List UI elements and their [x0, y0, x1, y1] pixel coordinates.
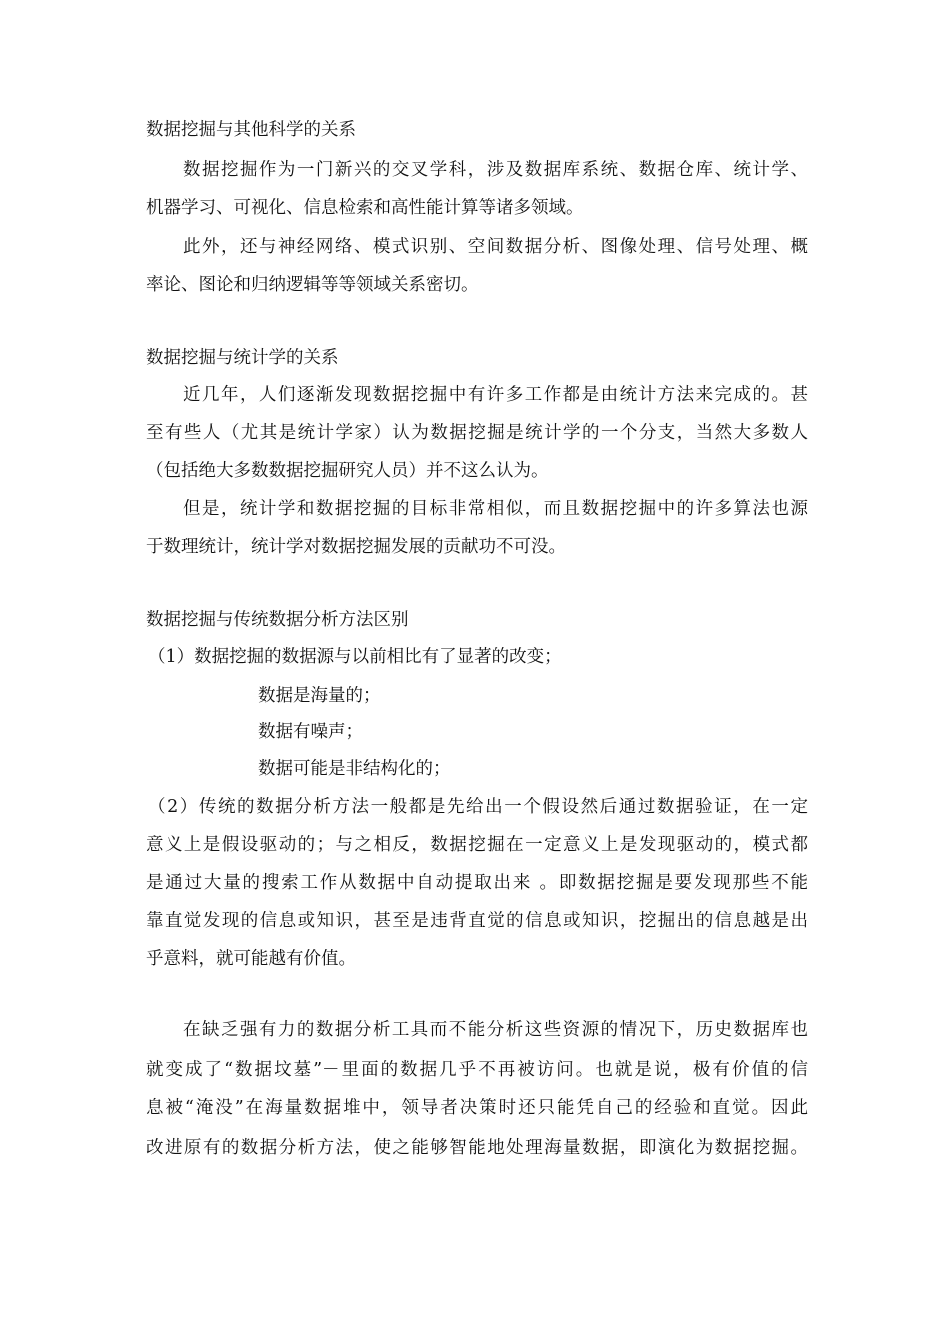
section-heading: 数据挖掘与其他科学的关系	[146, 120, 356, 140]
paragraph-line: 机器学习、可视化、信息检索和高性能计算等诸多领域。	[146, 198, 584, 218]
paragraph-line: 但是，统计学和数据挖掘的目标非常相似，而且数据挖掘中的许多算法也源	[183, 499, 808, 519]
paragraph-line: 意义上是假设驱动的；与之相反，数据挖掘在一定意义上是发现驱动的，模式都	[146, 835, 808, 855]
paragraph-line: 是通过大量的搜索工作从数据中自动提取出来 。即数据挖掘是要发现那些不能	[146, 873, 808, 893]
list-item: 数据可能是非结构化的；	[258, 759, 451, 779]
list-item: 数据是海量的；	[258, 686, 381, 706]
paragraph-line: 乎意料，就可能越有价值。	[146, 949, 356, 969]
paragraph-line: 改进原有的数据分析方法，使之能够智能地处理海量数据，即演化为数据挖掘。	[146, 1138, 808, 1158]
paragraph-line: 率论、图论和归纳逻辑等等领域关系密切。	[146, 275, 479, 295]
section-heading: 数据挖掘与传统数据分析方法区别	[146, 610, 409, 630]
list-point: （1）数据挖掘的数据源与以前相比有了显著的改变；	[148, 647, 562, 667]
paragraph-line: 靠直觉发现的信息或知识，甚至是违背直觉的信息或知识，挖掘出的信息越是出	[146, 911, 808, 931]
section-heading: 数据挖掘与统计学的关系	[146, 348, 339, 368]
paragraph-line: 此外，还与神经网络、模式识别、空间数据分析、图像处理、信号处理、概	[183, 237, 808, 257]
paragraph-line: 就变成了“数据坟墓”－里面的数据几乎不再被访问。也就是说，极有价值的信	[146, 1060, 808, 1080]
paragraph-line: 数据挖掘作为一门新兴的交叉学科，涉及数据库系统、数据仓库、统计学、	[183, 160, 808, 180]
paragraph-line: （包括绝大多数数据挖掘研究人员）并不这么认为。	[146, 461, 549, 481]
paragraph-line: （2）传统的数据分析方法一般都是先给出一个假设然后通过数据验证，在一定	[148, 797, 808, 817]
paragraph-line: 息被“淹没”在海量数据堆中，领导者决策时还只能凭自己的经验和直觉。因此	[146, 1098, 808, 1118]
paragraph-line: 近几年，人们逐渐发现数据挖掘中有许多工作都是由统计方法来完成的。甚	[183, 385, 808, 405]
list-item: 数据有噪声；	[258, 722, 363, 742]
paragraph-line: 至有些人（尤其是统计学家）认为数据挖掘是统计学的一个分支，当然大多数人	[146, 423, 808, 443]
paragraph-line: 在缺乏强有力的数据分析工具而不能分析这些资源的情况下，历史数据库也	[183, 1020, 808, 1040]
paragraph-line: 于数理统计，统计学对数据挖掘发展的贡献功不可没。	[146, 537, 566, 557]
